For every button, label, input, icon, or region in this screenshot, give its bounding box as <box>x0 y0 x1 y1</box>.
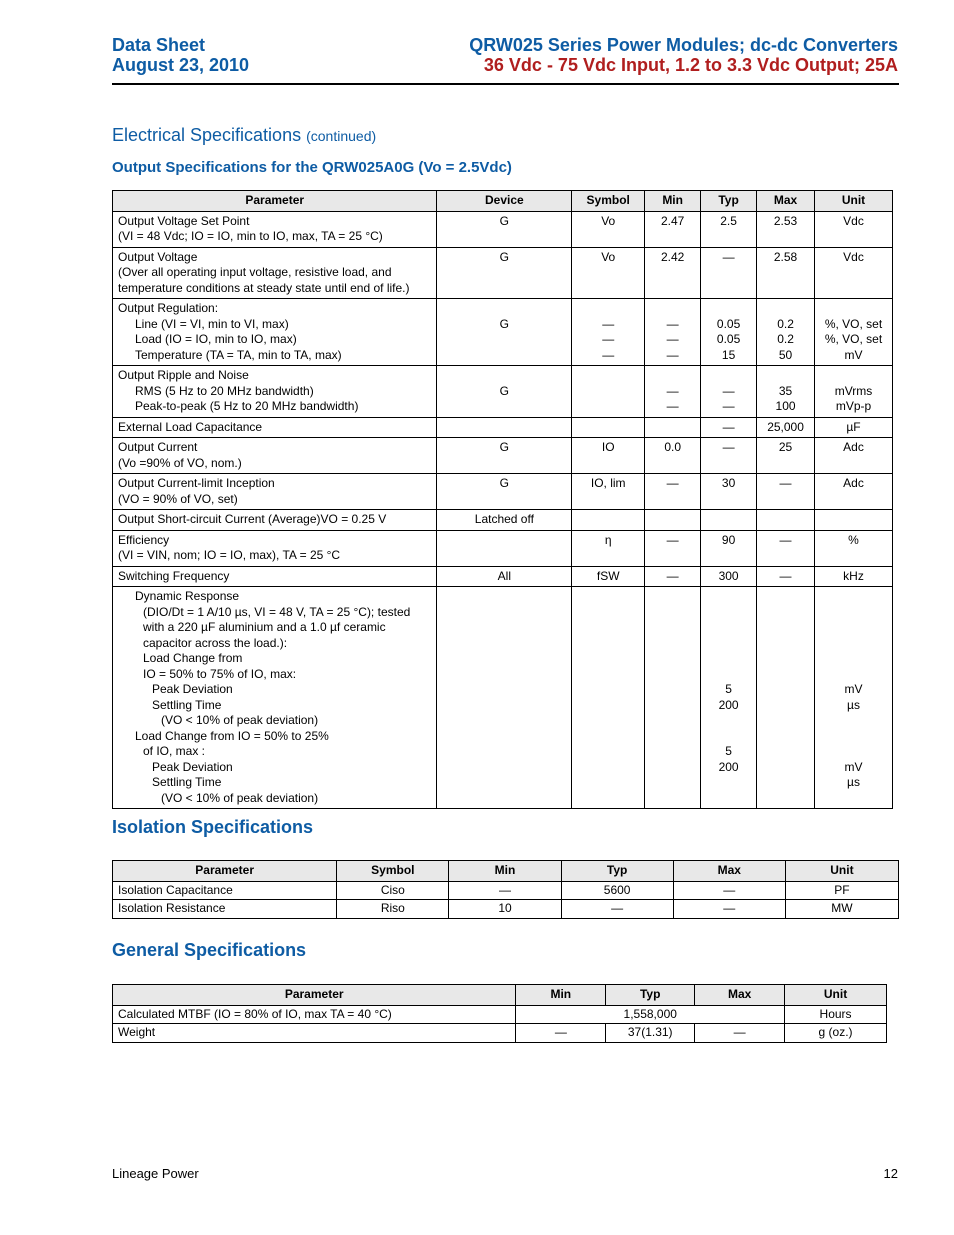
col-header: Max <box>757 191 815 212</box>
typ-text: — <box>722 383 735 398</box>
col-header: Unit <box>785 985 887 1006</box>
param-text: Temperature (TA = TA, min to TA, max) <box>135 347 342 362</box>
device-cell <box>437 587 572 809</box>
doc-type: Data Sheet <box>112 35 206 55</box>
param-cell: Weight <box>113 1024 516 1043</box>
unit-cell: kHz <box>815 566 893 587</box>
table-row <box>113 510 893 531</box>
isolation-spec-table <box>112 860 899 919</box>
typ-text: — <box>722 399 735 413</box>
symbol-cell <box>572 417 645 438</box>
param-cell <box>113 587 437 809</box>
typ-cell: — <box>701 438 757 474</box>
typ-cell: — <box>701 417 757 438</box>
table-row <box>113 1005 887 1024</box>
col-header: Device <box>437 191 572 212</box>
col-header: Max <box>695 985 785 1006</box>
min-cell: 10 <box>449 900 561 919</box>
typ-cell <box>701 587 757 809</box>
device-cell <box>437 366 572 418</box>
page-number: 12 <box>883 1166 898 1181</box>
doc-date: August 23, 2010 <box>112 55 250 75</box>
param-cell <box>113 247 437 299</box>
device-cell: All <box>437 566 572 587</box>
max-cell: — <box>673 900 785 919</box>
symbol-cell: Vo <box>572 247 645 299</box>
device-cell <box>437 299 572 366</box>
max-cell: — <box>695 1024 785 1043</box>
param-text: Peak-to-peak (5 Hz to 20 MHz bandwidth) <box>135 399 359 413</box>
param-text: Dynamic Response <box>135 589 240 603</box>
param-text: Peak Deviation <box>152 682 233 696</box>
param-text: (Over all operating input voltage, resistive load, and <box>118 265 392 279</box>
max-cell <box>757 510 815 531</box>
param-text: (VO < 10% of peak deviation) <box>161 790 319 805</box>
col-header: Symbol <box>572 191 645 212</box>
param-text: Output Voltage <box>118 249 198 264</box>
table-row <box>113 587 893 809</box>
section-title-text: Electrical Specifications <box>112 125 302 145</box>
param-text: (VI = 48 Vdc; IO = IO, min to IO, max, TA = 25 °C) <box>118 229 383 243</box>
col-header: Typ <box>701 191 757 212</box>
unit-cell: Adc <box>815 474 893 510</box>
min-cell <box>645 587 701 809</box>
typ-cell: 37(1.31) <box>606 1024 695 1043</box>
symbol-text: — <box>602 332 615 346</box>
min-cell <box>645 417 701 438</box>
min-cell <box>645 366 701 418</box>
typ-cell: 90 <box>701 530 757 566</box>
min-text: — <box>666 399 679 413</box>
min-cell: 2.42 <box>645 247 701 299</box>
param-text: (VO = 90% of VO, set) <box>118 491 238 506</box>
min-text: — <box>666 316 679 331</box>
param-text: (DIO/Dt = 1 A/10 µs, VI = 48 V, TA = 25 °C); tested <box>143 604 411 619</box>
col-header: Max <box>673 861 785 882</box>
unit-text: mV <box>844 347 863 362</box>
param-cell: Calculated MTBF (IO = 80% of IO, max TA = 40 °C) <box>113 1005 516 1024</box>
typ-cell: 2.5 <box>701 211 757 247</box>
param-text: Output Ripple and Noise <box>118 368 249 382</box>
table-row <box>113 900 899 919</box>
param-text: Efficiency <box>118 532 170 547</box>
product-title: QRW025 Series Power Modules; dc-dc Converters <box>469 35 898 55</box>
symbol-cell: Vo <box>572 211 645 247</box>
footer-company: Lineage Power <box>112 1166 199 1181</box>
typ-text: 0.05 <box>716 316 741 331</box>
param-text: temperature conditions at steady state until end of life.) <box>118 280 410 295</box>
max-cell <box>757 587 815 809</box>
max-text: 0.2 <box>777 332 794 346</box>
param-cell <box>113 438 437 474</box>
output-spec-title: Output Specifications for the QRW025A0G (Vo = 2.5Vdc) <box>112 159 512 176</box>
unit-cell: Vdc <box>815 247 893 299</box>
min-text: — <box>666 383 679 398</box>
min-text: — <box>666 347 679 362</box>
max-cell: — <box>757 566 815 587</box>
table-header-row <box>113 861 899 882</box>
param-text: (VO < 10% of peak deviation) <box>161 713 319 727</box>
general-title: General Specifications <box>112 940 307 960</box>
max-cell: — <box>673 881 785 900</box>
max-cell: — <box>757 474 815 510</box>
param-text: Peak Deviation <box>152 759 233 774</box>
min-cell: 2.47 <box>645 211 701 247</box>
col-header: Min <box>516 985 606 1006</box>
col-header: Symbol <box>337 861 449 882</box>
unit-cell: Hours <box>785 1005 887 1024</box>
param-text: Output Voltage Set Point <box>118 213 250 228</box>
max-cell <box>757 299 815 366</box>
unit-cell: Adc <box>815 438 893 474</box>
unit-text: %, VO, set <box>824 316 883 331</box>
device-cell: G <box>437 438 572 474</box>
param-text: Load (IO = IO, min to IO, max) <box>135 332 297 346</box>
device-cell <box>437 417 572 438</box>
typ-cell: — <box>561 900 673 919</box>
min-cell: — <box>645 530 701 566</box>
unit-cell <box>815 299 893 366</box>
symbol-cell <box>572 510 645 531</box>
device-cell: Latched off <box>437 510 572 531</box>
symbol-cell <box>572 587 645 809</box>
max-cell: 2.58 <box>757 247 815 299</box>
header-rule <box>112 83 899 85</box>
table-row <box>113 417 893 438</box>
param-text: (Vo =90% of VO, nom.) <box>118 455 242 470</box>
param-text: (VI = VIN, nom; IO = IO, max), TA = 25 °C <box>118 548 341 562</box>
table-row <box>113 438 893 474</box>
symbol-text: — <box>602 316 615 331</box>
max-cell: 25,000 <box>757 417 815 438</box>
min-cell: — <box>516 1024 606 1043</box>
product-subtitle: 36 Vdc - 75 Vdc Input, 1.2 to 3.3 Vdc Output; 25A <box>483 55 898 75</box>
section-title <box>112 125 376 146</box>
typ-cell: 30 <box>701 474 757 510</box>
device-cell: G <box>437 211 572 247</box>
col-header: Unit <box>815 191 893 212</box>
max-text: 35 <box>778 383 793 398</box>
table-row <box>113 299 893 366</box>
min-text: — <box>666 332 679 346</box>
param-cell <box>113 366 437 418</box>
table-row <box>113 566 893 587</box>
unit-text: µs <box>847 697 860 712</box>
min-cell <box>645 510 701 531</box>
unit-text: %, VO, set <box>824 332 883 346</box>
table-row <box>113 474 893 510</box>
col-header: Min <box>449 861 561 882</box>
unit-text: mV <box>844 759 863 774</box>
param-cell: Isolation Resistance <box>113 900 337 919</box>
unit-text: mVp-p <box>835 399 872 413</box>
param-cell <box>113 474 437 510</box>
symbol-cell <box>572 366 645 418</box>
param-cell: Output Short-circuit Current (Average)VO = 0.25 V <box>113 510 437 531</box>
device-cell: G <box>437 247 572 299</box>
typ-cell: 300 <box>701 566 757 587</box>
typ-cell <box>701 366 757 418</box>
param-text: Load Change from <box>143 651 243 665</box>
max-text: 0.2 <box>777 316 794 331</box>
symbol-cell: IO <box>572 438 645 474</box>
table-header-row <box>113 191 893 212</box>
unit-text: mV <box>844 682 863 696</box>
unit-text: µs <box>847 775 860 789</box>
param-cell: Switching Frequency <box>113 566 437 587</box>
max-cell: — <box>757 530 815 566</box>
min-cell: 0.0 <box>645 438 701 474</box>
typ-text: 0.05 <box>716 332 741 346</box>
param-text: Settling Time <box>152 697 222 712</box>
unit-cell: Vdc <box>815 211 893 247</box>
max-text: 50 <box>778 347 793 362</box>
unit-cell: % <box>815 530 893 566</box>
param-text: with a 220 µF aluminium and a 1.0 µf ceramic <box>143 620 386 634</box>
unit-cell: g (oz.) <box>785 1024 887 1043</box>
table-row <box>113 211 893 247</box>
param-cell: Isolation Capacitance <box>113 881 337 900</box>
symbol-cell: Riso <box>337 900 449 919</box>
symbol-cell: η <box>572 530 645 566</box>
table-row <box>113 366 893 418</box>
min-cell: — <box>645 474 701 510</box>
typ-text: 15 <box>721 347 736 362</box>
doc-header-right <box>469 35 898 75</box>
value-cell: 1,558,000 <box>516 1005 785 1024</box>
param-text: Line (VI = VI, min to VI, max) <box>135 316 289 331</box>
max-cell: 2.53 <box>757 211 815 247</box>
max-cell <box>757 366 815 418</box>
col-header: Parameter <box>113 861 337 882</box>
col-header: Parameter <box>113 985 516 1006</box>
table-header-row <box>113 985 887 1006</box>
col-header: Min <box>645 191 701 212</box>
unit-cell <box>815 366 893 418</box>
unit-cell: MW <box>785 900 898 919</box>
device-cell: G <box>437 474 572 510</box>
device-cell <box>437 530 572 566</box>
typ-cell: — <box>701 247 757 299</box>
output-spec-table <box>112 190 893 809</box>
symbol-cell: Ciso <box>337 881 449 900</box>
isolation-title: Isolation Specifications <box>112 817 314 837</box>
table-row <box>113 1024 887 1043</box>
param-text: IO = 50% to 75% of IO, max: <box>143 666 297 681</box>
unit-cell <box>815 587 893 809</box>
symbol-cell <box>572 299 645 366</box>
max-cell: 25 <box>757 438 815 474</box>
param-text: Output Current <box>118 440 198 454</box>
typ-cell <box>701 510 757 531</box>
unit-cell: PF <box>785 881 898 900</box>
unit-text: mVrms <box>834 383 873 398</box>
symbol-cell: fSW <box>572 566 645 587</box>
param-text: Load Change from IO = 50% to 25% <box>135 728 329 743</box>
table-row <box>113 530 893 566</box>
device-text: G <box>499 316 510 331</box>
col-header: Typ <box>606 985 695 1006</box>
max-text: 100 <box>775 399 796 413</box>
col-header: Unit <box>785 861 898 882</box>
typ-cell: 5600 <box>561 881 673 900</box>
typ-text: 200 <box>718 759 739 774</box>
symbol-text: — <box>602 347 615 362</box>
device-text: G <box>499 383 510 398</box>
unit-cell <box>815 510 893 531</box>
min-cell <box>645 299 701 366</box>
unit-cell: µF <box>815 417 893 438</box>
general-spec-table <box>112 984 887 1043</box>
typ-cell <box>701 299 757 366</box>
param-text: Output Regulation: <box>118 301 219 315</box>
table-row <box>113 881 899 900</box>
section-title-suffix: (continued) <box>306 128 377 144</box>
param-cell <box>113 211 437 247</box>
typ-text: 5 <box>725 744 732 758</box>
param-cell <box>113 299 437 366</box>
table-row <box>113 247 893 299</box>
param-cell <box>113 530 437 566</box>
param-text: RMS (5 Hz to 20 MHz bandwidth) <box>135 383 314 398</box>
typ-text: 200 <box>718 697 739 712</box>
param-text: capacitor across the load.): <box>143 635 288 650</box>
param-text: Settling Time <box>152 775 222 789</box>
param-cell: External Load Capacitance <box>113 417 437 438</box>
symbol-cell: IO, lim <box>572 474 645 510</box>
col-header: Typ <box>561 861 673 882</box>
min-cell: — <box>449 881 561 900</box>
doc-header-left <box>112 35 249 75</box>
typ-text: 5 <box>725 682 732 696</box>
col-header: Parameter <box>113 191 437 212</box>
param-text: of IO, max : <box>143 744 206 758</box>
param-text: Output Current-limit Inception <box>118 476 275 490</box>
min-cell: — <box>645 566 701 587</box>
